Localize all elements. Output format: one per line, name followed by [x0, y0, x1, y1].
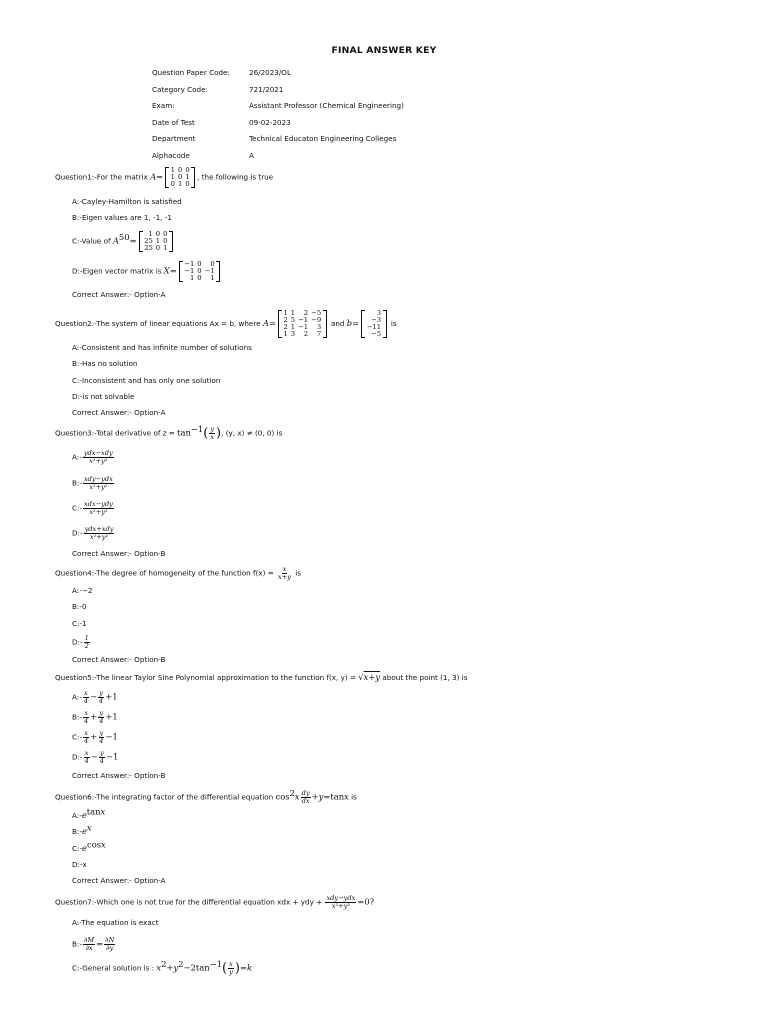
matrix-cell: 2: [283, 323, 288, 331]
matrix-cell: 0: [155, 244, 161, 252]
correct-answer: Correct Answer:- Option-A: [72, 876, 166, 885]
option-b: B:-Eigen values are 1, -1, -1: [72, 213, 172, 222]
option-c: C:-Value of $A^{50}=$ 1 0 0 25 1 0 25 0 1: [72, 231, 175, 252]
option-c: C:- $\frac{\text{xdx−ydy}}{\text{x²+y²}}$: [72, 500, 113, 516]
option-a: A:-−2: [72, 586, 93, 595]
option-b: B:-0: [72, 602, 87, 611]
matrix-cell: 0: [197, 274, 202, 282]
matrix-cell: 1: [170, 173, 175, 181]
option-b: B:- $\frac{\text{xdy−ydx}}{\text{x²+y²}}$: [72, 475, 113, 491]
matrix: [139, 231, 173, 252]
option-c: C:-1: [72, 619, 87, 628]
matrix-cell: 0: [177, 166, 183, 174]
matrix-cell: 25: [144, 237, 153, 245]
question-7: Question7:-Which one is not true for the differential equation xdx + ydy + $\frac{\text{xdy−ydx}}{\text{x²+y²}}$ =0?: [55, 894, 375, 910]
option-d: D:-Eigen vector matrix is X= −1 0 0 −1 0 −1 1 0 1: [72, 261, 222, 282]
matrix-cell: 25: [144, 244, 153, 252]
matrix-cell: −1: [184, 260, 195, 268]
matrix-cell: 0: [197, 267, 202, 275]
matrix-cell: 1: [185, 173, 190, 181]
matrix-cell: 3: [316, 323, 322, 331]
matrix-cell: 1: [148, 230, 153, 238]
option-a: A:-Cayley-Hamilton is satisfied: [72, 197, 182, 206]
option-a: A:-The equation is exact: [72, 918, 159, 927]
option-a: A:- $\frac{\text{ydx−xdy}}{\text{x²+y²}}$: [72, 449, 113, 465]
matrix-cell: 1: [210, 274, 215, 282]
correct-answer: Correct Answer:- Option-B: [72, 549, 166, 558]
correct-answer: Correct Answer:- Option-B: [72, 655, 166, 664]
matrix-cell: 1: [163, 244, 168, 252]
matrix-cell: 1: [170, 166, 175, 174]
question-2: Question2:-The system of linear equations Ax = b, where A= 1 1 2 −5 2 5 −1 −9 2 1 −1 3 1 3 2 7 and b= 3 −3 −11 −5 is: [55, 309, 397, 338]
option-a: A:- $\frac{x}{4}$ − $\frac{y}{4}$ +1: [72, 689, 118, 705]
option-c: C:- $\frac{x}{4}$ + $\frac{y}{4}$ −1: [72, 729, 118, 745]
page-title: FINAL ANSWER KEY: [331, 45, 437, 56]
matrix-cell: −1: [298, 316, 309, 324]
matrix-cell: 0: [177, 173, 183, 181]
option-a: $A:-e^{tanx}$: [72, 806, 106, 820]
matrix-cell: 1: [177, 180, 183, 188]
matrix-cell: 7: [316, 330, 322, 338]
matrix-cell: −3: [371, 316, 382, 324]
matrix-cell: 1: [283, 309, 288, 317]
option-d: D:- $\frac{x}{4}$ − $\frac{y}{4}$ −1: [72, 749, 119, 765]
matrix-cell: −1: [184, 267, 195, 275]
matrix-cell: −5: [371, 330, 382, 338]
matrix-cell: 0: [163, 237, 168, 245]
option-b: B:-Has no solution: [72, 359, 138, 368]
correct-answer: Correct Answer:- Option-A: [72, 290, 166, 299]
matrix-cell: 5: [290, 316, 296, 324]
matrix-cell: 1: [290, 309, 296, 317]
matrix-cell: 0: [197, 260, 202, 268]
matrix-cell: 2: [303, 330, 309, 338]
matrix-cell: 0: [210, 260, 215, 268]
matrix-cell: 0: [170, 180, 175, 188]
question-3: Question3:-Total derivative of $z = \tan^{-1}$( $\frac{y}{x}$ ), (y, x) ≠ (0, 0) is: [55, 424, 283, 441]
matrix-cell: 1: [189, 274, 195, 282]
matrix-cell: 0: [185, 166, 190, 174]
option-d: D:- $\frac{1}{2}$: [72, 634, 89, 650]
correct-answer: Correct Answer:- Option-A: [72, 408, 166, 417]
option-b: $B:-e^x$: [72, 822, 92, 836]
vector: [361, 310, 386, 338]
correct-answer: Correct Answer:- Option-B: [72, 771, 166, 780]
option-d: D:- $\frac{\text{ydx+xdy}}{\text{x²+y²}}$: [72, 525, 114, 541]
question-4: Question4:-The degree of homogeneity of the function f(x) = $\frac{x}{x+y}$ is: [55, 565, 302, 581]
matrix-cell: 1: [155, 237, 161, 245]
matrix-cell: −9: [311, 316, 322, 324]
matrix-cell: −5: [311, 309, 322, 317]
option-b: B:- $\frac{\partial M}{\partial x}$ = $\frac{\partial N}{\partial y}$: [72, 936, 115, 952]
matrix-cell: 1: [290, 323, 296, 331]
option-b: B:- $\frac{x}{4}$ + $\frac{y}{4}$ +1: [72, 709, 118, 725]
matrix-cell: −1: [298, 323, 309, 331]
matrix: [165, 167, 195, 188]
matrix-cell: 0: [185, 180, 190, 188]
matrix-cell: 2: [283, 316, 288, 324]
option-d: D:-is not solvable: [72, 392, 135, 401]
matrix-cell: 0: [155, 230, 161, 238]
matrix-cell: 1: [283, 330, 288, 338]
option-c: C:-General solution is : $x^2+y^2-2\tan^{-1}$( $\frac{x}{y}$ )=k: [72, 959, 253, 976]
option-d: D:-x: [72, 860, 87, 869]
matrix: [179, 261, 220, 282]
matrix-cell: 3: [376, 309, 382, 317]
question-5: Question5:-The linear Taylor Sine Polynomial approximation to the function f(x, y) = √x+y about the point (1, 3) is: [55, 672, 468, 682]
matrix: [278, 310, 327, 338]
question-1: Question1:-For the matrix A= 1 0 0 1 0 1 0 1 0 , the following is true: [55, 166, 274, 188]
matrix-cell: 0: [163, 230, 168, 238]
option-c: C:-Inconsistent and has only one solution: [72, 376, 221, 385]
question-6: Question6:-The integrating factor of the differential equation $\cos^2x$ $\frac{dy}{dx}$ +y=tanx is: [55, 788, 357, 805]
matrix-cell: −11: [366, 323, 382, 331]
option-c: $C:-e^{cosx}$: [72, 839, 106, 853]
matrix-cell: 2: [303, 309, 309, 317]
matrix-cell: −1: [204, 267, 215, 275]
matrix-cell: 3: [290, 330, 296, 338]
option-a: A:-Consistent and has infinite number of solutions: [72, 343, 252, 352]
